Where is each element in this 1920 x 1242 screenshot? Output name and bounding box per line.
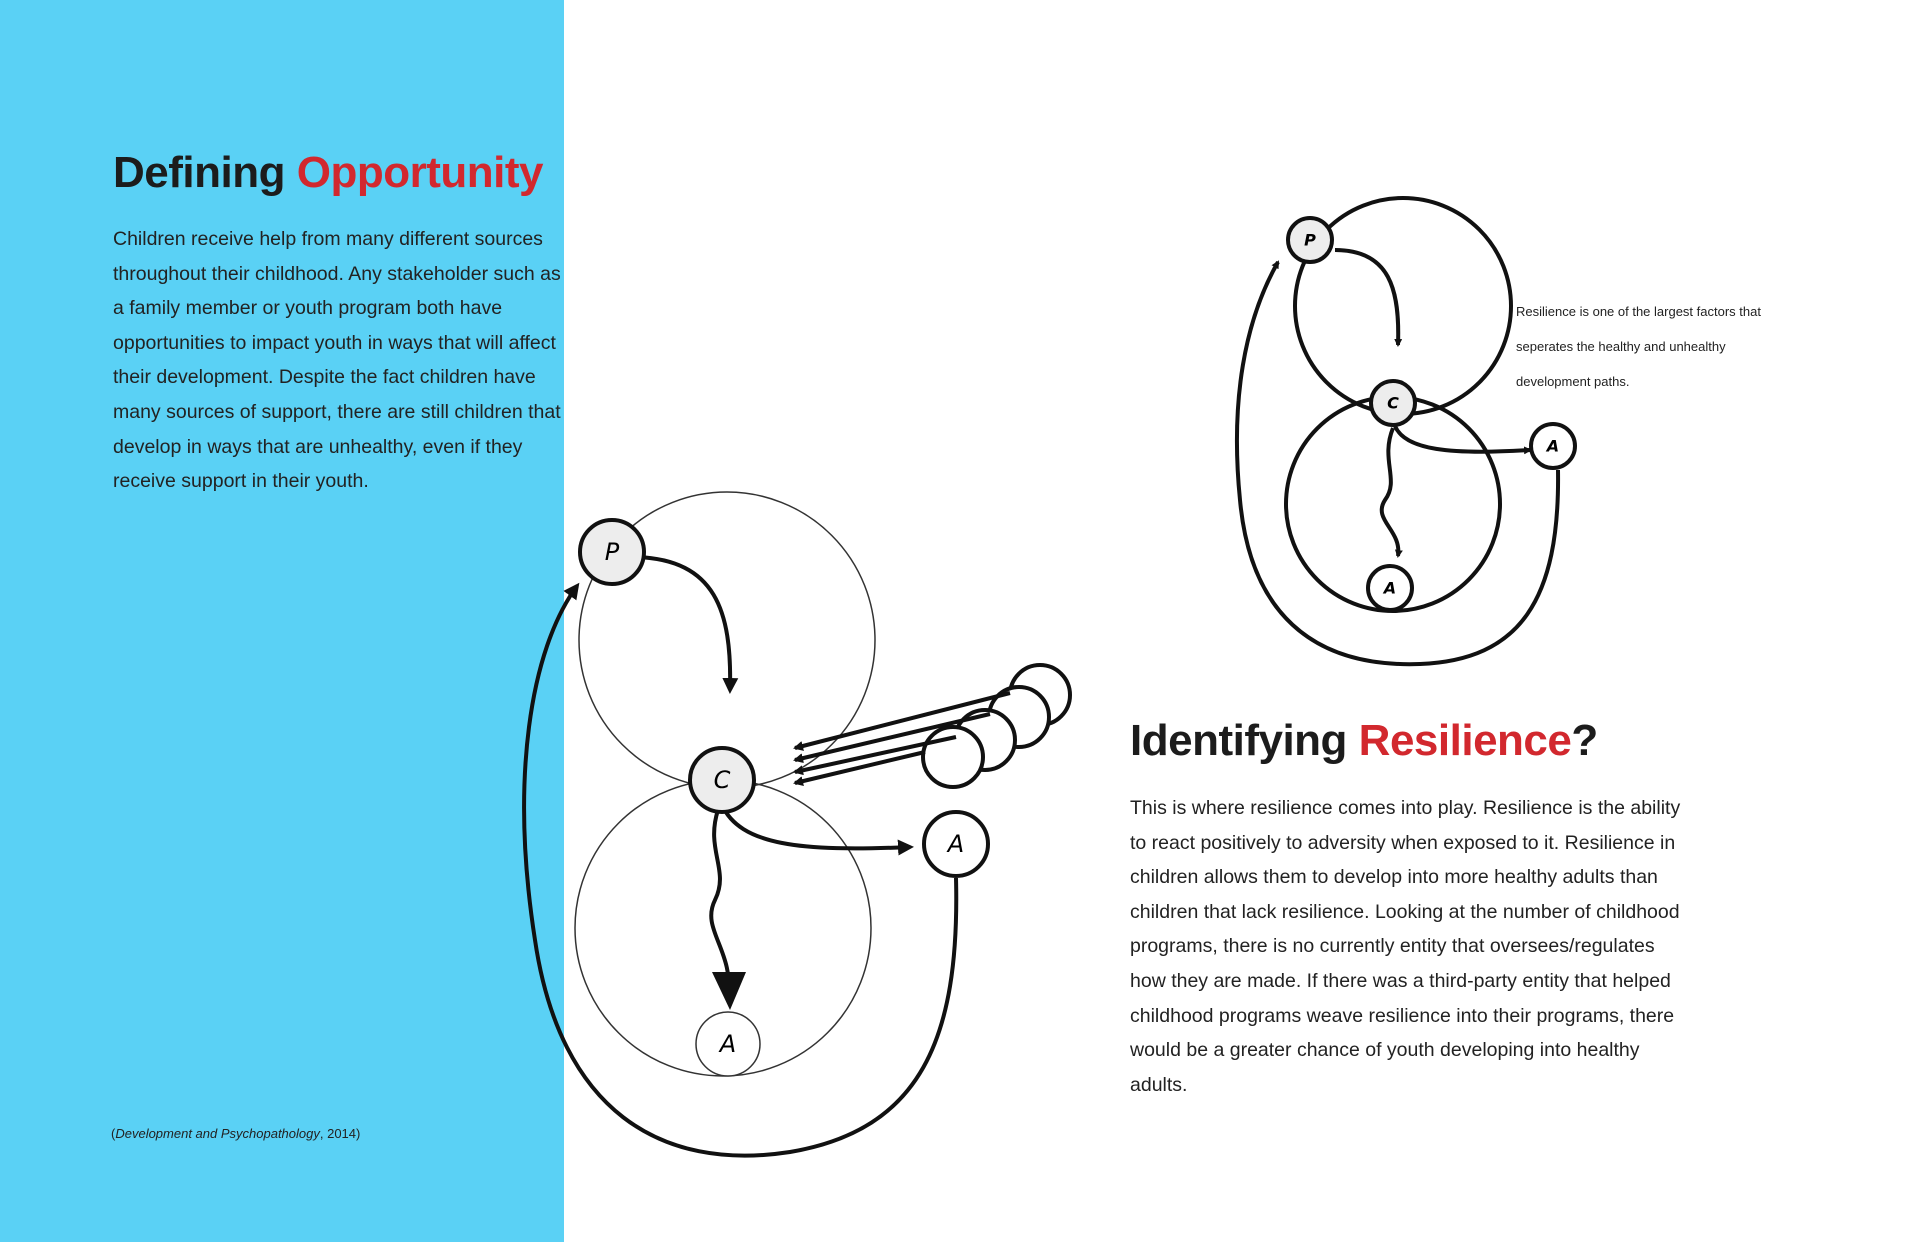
citation-open: ( [111,1126,116,1141]
resilience-side-note: Resilience is one of the largest factors that seperates the healthy and unhealthy development paths. [1516,304,1761,389]
heading-word-defining: Defining [113,148,285,197]
large-node-a-right-label: A [947,830,965,858]
heading-question-mark: ? [1571,716,1598,765]
small-development-diagram [1237,198,1575,664]
large-node-p [580,520,644,584]
heading-word-resilience: Resilience [1358,716,1572,765]
large-arrowhead-down [712,972,746,1010]
small-arrow-c-to-a-right [1395,426,1530,452]
arrow-c-to-a-bottom [711,810,729,1000]
heading-word-identifying: Identifying [1130,716,1347,765]
citation-rest: , 2014) [319,1126,361,1141]
arrow-p-to-c [637,557,730,690]
small-node-p-label: P [1304,230,1316,250]
large-node-a-bottom [696,1012,760,1076]
citation-title: Development and Psychopathology [115,1126,320,1141]
large-node-a-bottom-label: A [719,1030,737,1058]
opportunity-paragraph: Children receive help from many different sources throughout their childhood. Any stakeholder such as a family member or youth program both have opportunities to impact youth in ways that will affect their development. Despite the fact children have many sources of support, there are still children that develop in ways that are unhealthy, even if they receive support in their youth. [113,228,561,493]
large-node-c-label: C [713,766,731,794]
arrow-c-to-a-right [722,805,910,848]
small-node-c [1371,381,1415,425]
resilience-paragraph: This is where resilience comes into play. Resilience is the ability to react positively to adversity when exposed to it. Resilience in children allows them to develop into more healthy adults than children that lack resilience. Looking at the number of childhood programs, there is no currently entity that oversees/regulates how they are made. If there was a third-party entity that helped childhood programs weave resilience into their programs, there would be a greater chance of youth developing into healthy adults. [1130,797,1681,1096]
large-node-c [690,748,754,812]
small-node-a-bottom [1368,566,1412,610]
small-node-a-right-label: A [1546,436,1560,456]
large-node-p-label: P [604,538,620,566]
small-node-a-right [1531,424,1575,468]
small-arrow-p-to-c [1335,250,1398,345]
small-node-a-bottom-label: A [1383,578,1397,598]
small-arrow-c-to-a-bottom [1382,428,1399,556]
small-node-p [1288,218,1332,262]
heading-word-opportunity: Opportunity [296,148,543,197]
large-node-a-right [924,812,988,876]
small-node-c-label: C [1387,393,1399,413]
